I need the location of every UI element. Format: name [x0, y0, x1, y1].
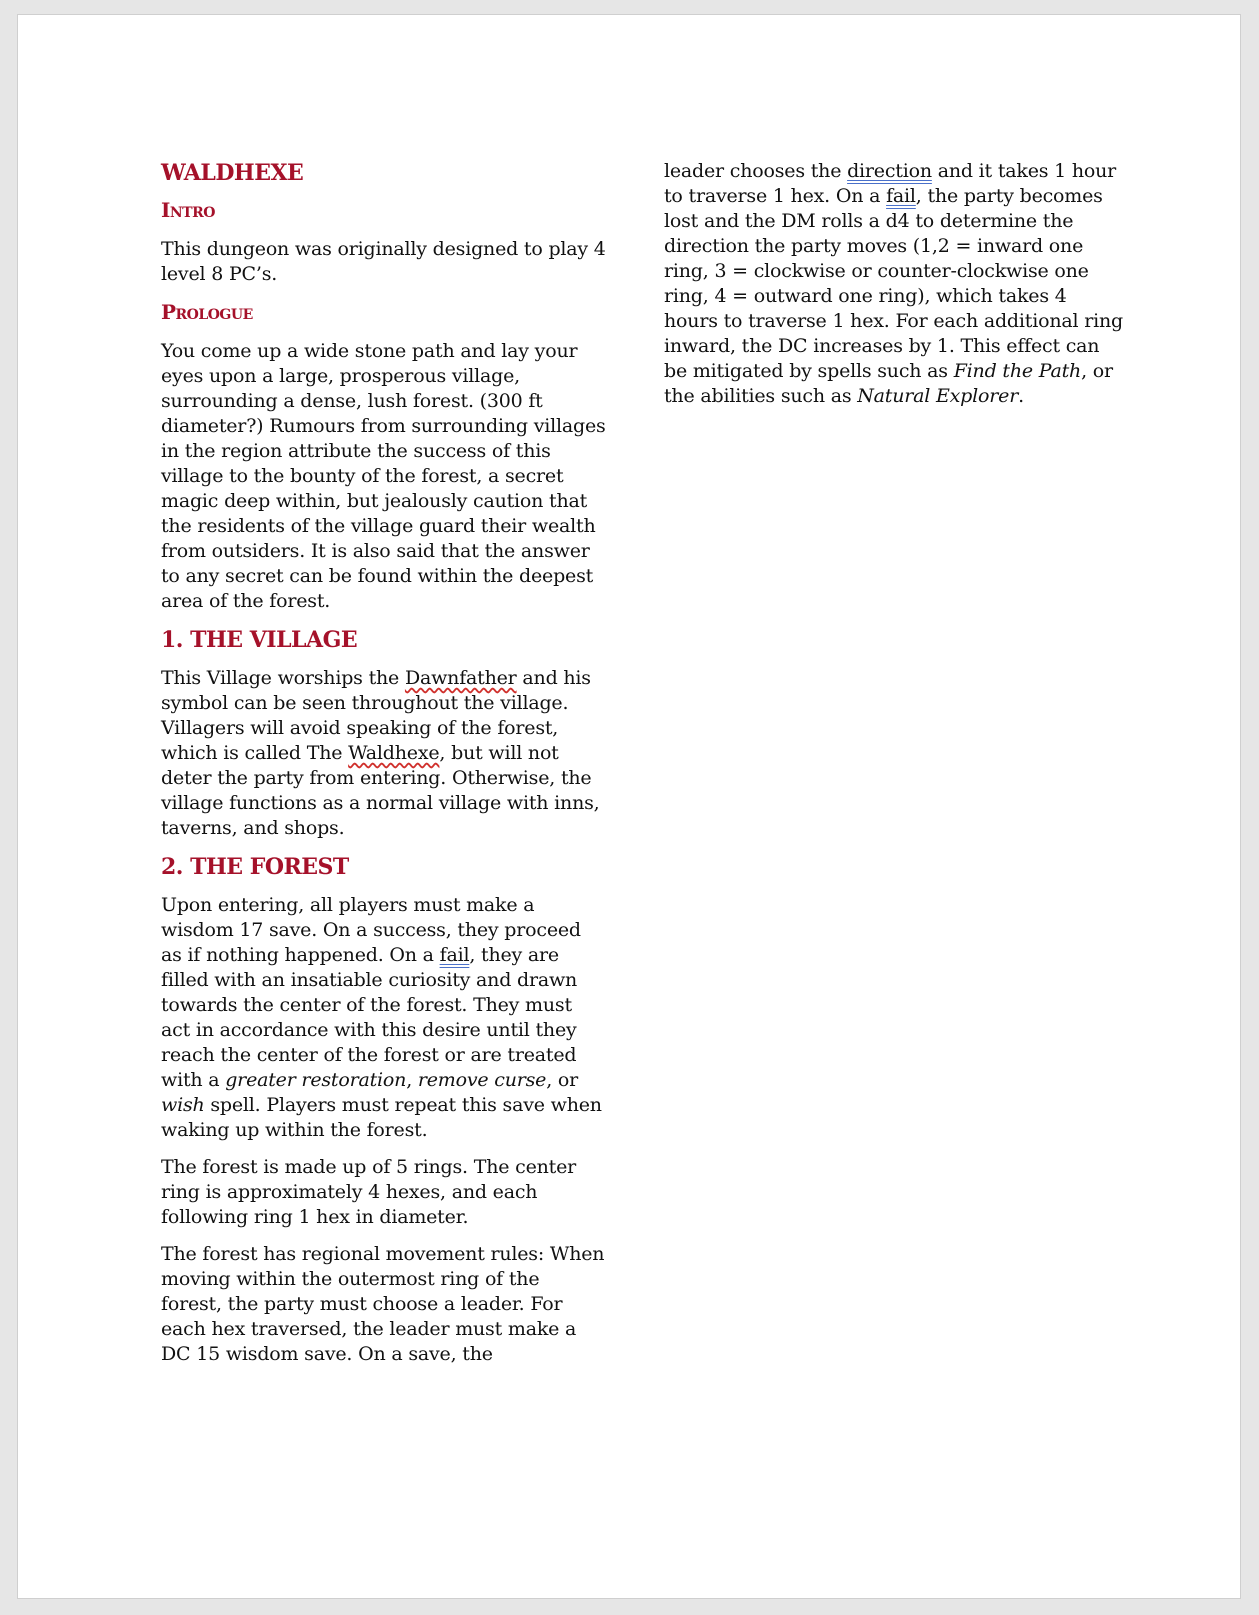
text-run: ,: [406, 1069, 418, 1091]
forest-paragraph-2: The forest is made up of 5 rings. The center ring is approximately 4 hexes, and each following ring 1 hex in diameter.: [161, 1156, 577, 1228]
grammar-flag-direction[interactable]: direction: [847, 160, 932, 182]
ability-name: Natural Explorer: [857, 385, 1019, 407]
text-run: , or: [546, 1069, 579, 1091]
spelling-flag-dawnfather[interactable]: Dawnfather: [404, 667, 517, 689]
right-column: [664, 159, 1124, 421]
text-run: This Village worships the: [161, 667, 405, 689]
text-run: , the party becomes lost and the DM rolls a d4 to determine the direction the party moves (1,2 = inward one ring, 3 = clockwise or counter-clockwise one ring, 4 = outward one ring), which takes 4 hours to traverse 1 hex. For each additional ring inward, the DC increases by 1. This effect can be mitigated by spells such as: [664, 185, 1123, 382]
text-run: spell. Players must repeat this save when waking up within the forest.: [161, 1094, 602, 1141]
forest-heading: 2. THE FOREST: [161, 854, 349, 880]
text-run: , but will not deter the party from entering. Otherwise, the village functions as a normal village with inns, taverns, and shops.: [161, 742, 600, 839]
text-run: Upon entering, all players must make a wisdom 17 save. On a success, they proceed as if nothing happened. On a: [161, 894, 581, 966]
spell-name: wish: [161, 1094, 205, 1116]
prologue-heading: Prologue: [161, 300, 253, 324]
text-run: , they are filled with an insatiable curiosity and drawn towards the center of the forest. They must act in accordance with this desire until they reach the center of the forest or are treated with a: [161, 944, 578, 1091]
village-paragraph: [161, 666, 606, 841]
spell-name: remove curse: [417, 1069, 547, 1091]
left-column: [161, 159, 606, 1379]
forest-paragraph-3: The forest has regional movement rules: When moving within the outermost ring of the forest, the party must choose a leader. For each hex traversed, the leader must make a DC 15 wisdom save. On a save, the: [161, 1243, 605, 1365]
spelling-flag-waldhexe[interactable]: Waldhexe: [348, 742, 440, 764]
document-page: [17, 14, 1241, 1599]
document-title: WALDHEXE: [161, 160, 304, 186]
text-run: .: [1018, 385, 1024, 407]
prologue-paragraph: You come up a wide stone path and lay your eyes upon a large, prosperous village, surrounding a dense, lush forest. (300 ft diameter?) Rumours from surrounding villages in the region attribute the success of this village to the bounty of the forest, a secret magic deep within, but jealously caution that the residents of the village guard their wealth from outsiders. It is also said that the answer to any secret can be found within the deepest area of the forest.: [161, 340, 606, 612]
grammar-flag-fail[interactable]: fail: [439, 944, 470, 966]
forest-paragraph-4: [664, 159, 1124, 409]
intro-paragraph: This dungeon was originally designed to play 4 level 8 PC’s.: [161, 238, 606, 285]
spell-name: greater restoration: [225, 1069, 407, 1091]
village-heading: 1. THE VILLAGE: [161, 627, 358, 653]
text-run: and it takes 1 hour to traverse 1 hex. On a: [664, 160, 1117, 207]
grammar-flag-fail[interactable]: fail: [886, 185, 916, 207]
text-run: and his symbol can be seen throughout the village. Villagers will avoid speaking of the forest, which is called The: [161, 667, 591, 764]
text-run: leader chooses the: [664, 160, 848, 182]
text-run: , or the abilities such as: [664, 360, 1113, 407]
intro-heading: Intro: [161, 198, 215, 222]
forest-paragraph-1: [161, 893, 606, 1143]
spell-name: Find the Path: [953, 360, 1082, 382]
